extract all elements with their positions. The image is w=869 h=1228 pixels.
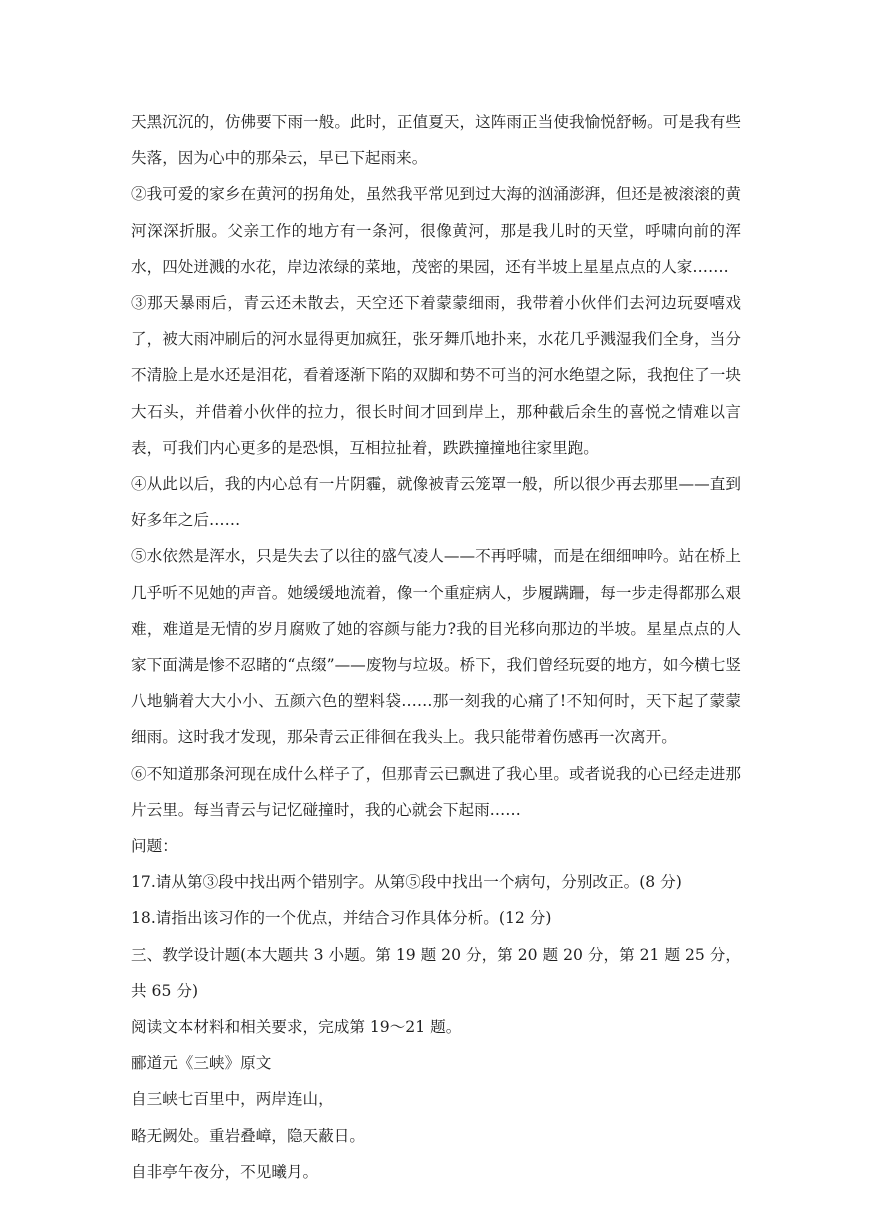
document-body <box>131 104 741 1190</box>
source-title: 郦道元《三峡》原文 <box>131 1054 272 1073</box>
passage-paragraph-5: ⑤水依然是浑水，只是失去了以往的盛气凌人——不再呼啸，而是在细细呻吟。站在桥上几乎听不见她的声音。她缓缓地流着，像一个重症病人，步履蹒跚，每一步走得都那么艰难，难道是无情的岁月腐败了她的容颜与能力?我的目光移向那边的半坡。星星点点的人家下面满是惨不忍睹的“点缀”——废物与垃圾。桥下，我们曾经玩耍的地方，如今横七竖八地躺着大大小小、五颜六色的塑料袋……那一刻我的心痛了!不知何时，天下起了蒙蒙细雨。这时我才发现，那朵青云正徘徊在我头上。我只能带着伤感再一次离开。 <box>131 547 741 747</box>
passage-paragraph-3: ③那天暴雨后，青云还未散去，天空还下着蒙蒙细雨，我带着小伙伴们去河边玩耍嘻戏了，被大雨冲刷后的河水显得更加疯狂，张牙舞爪地扑来，水花几乎溅湿我们全身，当分不清脸上是水还是泪花，看着逐渐下陷的双脚和势不可当的河水绝望之际，我抱住了一块大石头，并借着小伙伴的拉力，很长时间才回到岸上，那种截后余生的喜悦之情难以言表，可我们内心更多的是恐惧，互相拉扯着，跌跌撞撞地往家里跑。 <box>131 294 741 457</box>
source-line-1: 自三峡七百里中，两岸连山， <box>131 1090 334 1109</box>
question-17: 17.请从第③段中找出两个错别字。从第⑤段中找出一个病句，分别改正。(8 分) <box>131 873 682 892</box>
passage-paragraph-2: ②我可爱的家乡在黄河的拐角处，虽然我平常见到过大海的汹涌澎湃，但还是被滚滚的黄河深深折服。父亲工作的地方有一条河，很像黄河，那是我儿时的天堂，呼啸向前的浑水，四处迸溅的水花，岸边浓绿的菜地，茂密的果园，还有半坡上星星点点的人家……. <box>131 185 741 276</box>
question-18: 18.请指出该习作的一个优点，并结合习作具体分析。(12 分) <box>131 909 552 928</box>
passage-paragraph-4: ④从此以后，我的内心总有一片阴霾，就像被青云笼罩一般，所以很少再去那里——直到好多年之后…… <box>131 475 741 530</box>
questions-label: 问题： <box>131 837 178 856</box>
section-3-heading: 三、教学设计题(本大题共 3 小题。第 19 题 20 分，第 20 题 20 分，第 21 题 25 分，共 65 分) <box>131 945 741 1000</box>
source-line-3: 自非亭午夜分，不见曦月。 <box>131 1162 319 1181</box>
passage-paragraph-6: ⑥不知道那条河现在成什么样子了，但那青云已飘进了我心里。或者说我的心已经走进那片云里。每当青云与记忆碰撞时，我的心就会下起雨…… <box>131 764 741 819</box>
section-3-instruction: 阅读文本材料和相关要求，完成第 19～21 题。 <box>131 1018 462 1037</box>
passage-paragraph-1-tail: 天黑沉沉的，仿佛要下雨一般。此时，正值夏天，这阵雨正当使我愉悦舒畅。可是我有些失落，因为心中的那朵云，早已下起雨来。 <box>131 113 741 168</box>
source-line-2: 略无阙处。重岩叠嶂，隐天蔽日。 <box>131 1126 365 1145</box>
